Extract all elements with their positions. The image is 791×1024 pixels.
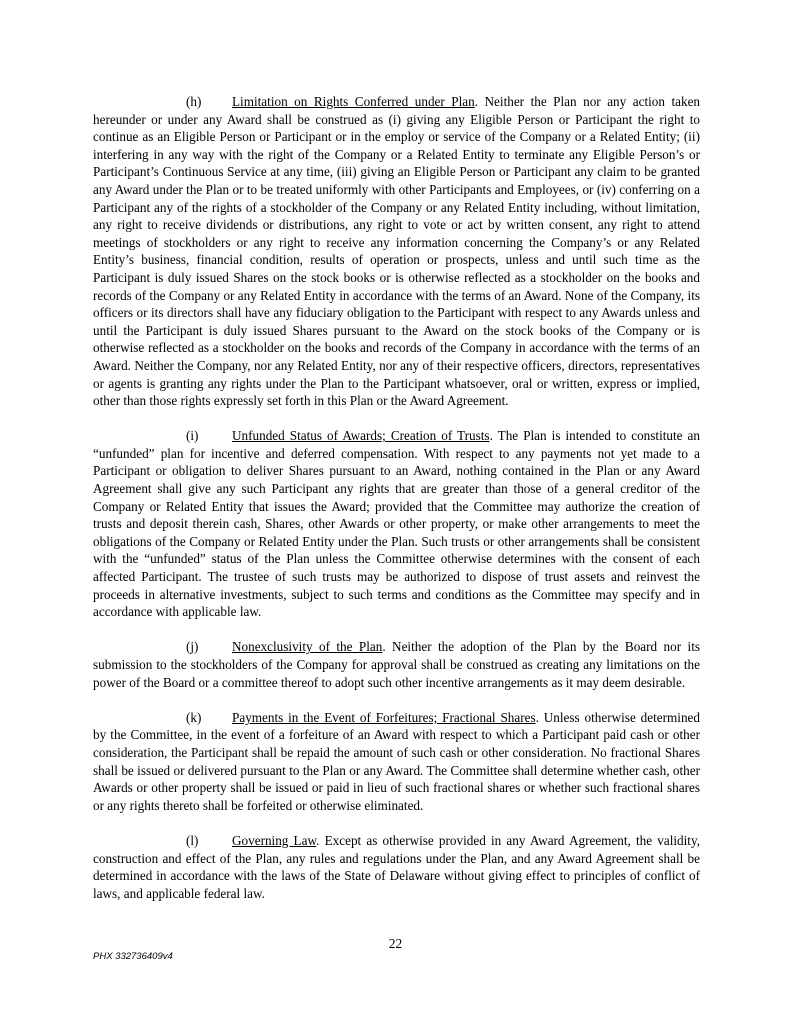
section-marker: (k)	[186, 709, 202, 725]
section-h	[93, 93, 700, 410]
section-i	[93, 427, 700, 621]
section-heading: Nonexclusivity of the Plan	[232, 639, 383, 655]
section-text: . Except as otherwise provided in any Award Agreement, the validity, construction and effect of the Plan, any rules and regulations under the Plan, and any Award Agreement shall be determined in accordance with the laws of the State of Delaware without giving effect to principles of conflict of laws, and applicable federal law.	[93, 832, 700, 901]
section-l	[93, 832, 700, 902]
section-heading: Payments in the Event of Forfeitures; Fractional Shares	[232, 709, 536, 725]
section-text: . Neither the adoption of the Plan by the Board nor its submission to the stockholders of the Company for approval shall be construed as creating any limitations on the power of the Board or a committee thereof to adopt such other incentive arrangements as it may deem desirable.	[93, 639, 700, 690]
section-text: . Neither the Plan nor any action taken hereunder or under any Award shall be construed as (i) giving any Eligible Person or Participant the right to continue as an Eligible Person or Participant or in the employ or service of the Company or a Related Entity; (ii) interfering in any way with the right of the Company or a Related Entity to terminate any Eligible Person’s or Participant’s Continuous Service at any time, (iii) giving an Eligible Person or Participant any claim to be granted any Award under the Plan or to be treated uniformly with other Participants and Employees, or (iv) conferring on a Participant any of the rights of a stockholder of the Company or any Related Entity including, without limitation, any right to receive dividends or distributions, any right to vote or act by written consent, any right to attend meetings of stockholders or any right to receive any information concerning the Company’s or any Related Entity’s business, financial condition, results of operation or prospects, unless and until such time as the Participant is duly issued Shares on the stock books or is otherwise reflected as a stockholder on the books and records of the Company or any Related Entity in accordance with the terms of an Award. None of the Company, its officers or its directors shall have any fiduciary obligation to the Participant with respect to any Awards unless and until the Participant is duly issued Shares pursuant to the Award on the stock books of the Company or is otherwise reflected as a stockholder on the books and records of the Company in accordance with the terms of an Award. Neither the Company, nor any Related Entity, nor any of their respective officers, directors, representatives or agents is granting any rights under the Plan to the Participant whatsoever, oral or written, express or implied, other than those rights expressly set forth in this Plan or the Award Agreement.	[93, 94, 701, 409]
document-body	[93, 93, 700, 920]
section-marker: (h)	[186, 94, 202, 109]
section-marker: (l)	[186, 832, 199, 848]
section-k	[93, 709, 700, 815]
document-id: PHX 332736409v4	[93, 951, 173, 962]
section-marker: (i)	[186, 428, 199, 444]
section-text: . Unless otherwise determined by the Committee, in the event of a forfeiture of an Award with respect to which a Participant paid cash or other consideration, the Participant shall be repaid the amount of such cash or other consideration. No fractional Shares shall be issued or delivered pursuant to the Plan or any Award. The Committee shall determine whether cash, other Awards or other property shall be issued or paid in lieu of such fractional shares or whether such fractional shares or any rights thereto shall be forfeited or otherwise eliminated.	[93, 709, 700, 813]
section-heading: Limitation on Rights Conferred under Plan	[232, 94, 475, 109]
page-number: 22	[388, 936, 403, 951]
section-marker: (j)	[186, 639, 199, 655]
section-heading: Governing Law	[232, 832, 317, 848]
section-j	[93, 638, 700, 691]
section-heading: Unfunded Status of Awards; Creation of Trusts	[232, 428, 490, 444]
section-text: . The Plan is intended to constitute an “unfunded” plan for incentive and deferred compensation. With respect to any payments not yet made to a Participant or obligation to deliver Shares pursuant to an Award, nothing contained in the Plan or any Award Agreement shall give any such Participant any rights that are greater than those of a general creditor of the Company or Related Entity that issues the Award; provided that the Committee may authorize the creation of trusts and deposit therein cash, Shares, other Awards or other property, or make other arrangements to meet the obligations of the Company or Related Entity under the Plan. Such trusts or other arrangements shall be consistent with the “unfunded” status of the Plan unless the Committee otherwise determines with the consent of each affected Participant. The trustee of such trusts may be authorized to dispose of trust assets and reinvest the proceeds in alternative investments, subject to such terms and conditions as the Committee may specify and in accordance with applicable law.	[93, 428, 700, 620]
